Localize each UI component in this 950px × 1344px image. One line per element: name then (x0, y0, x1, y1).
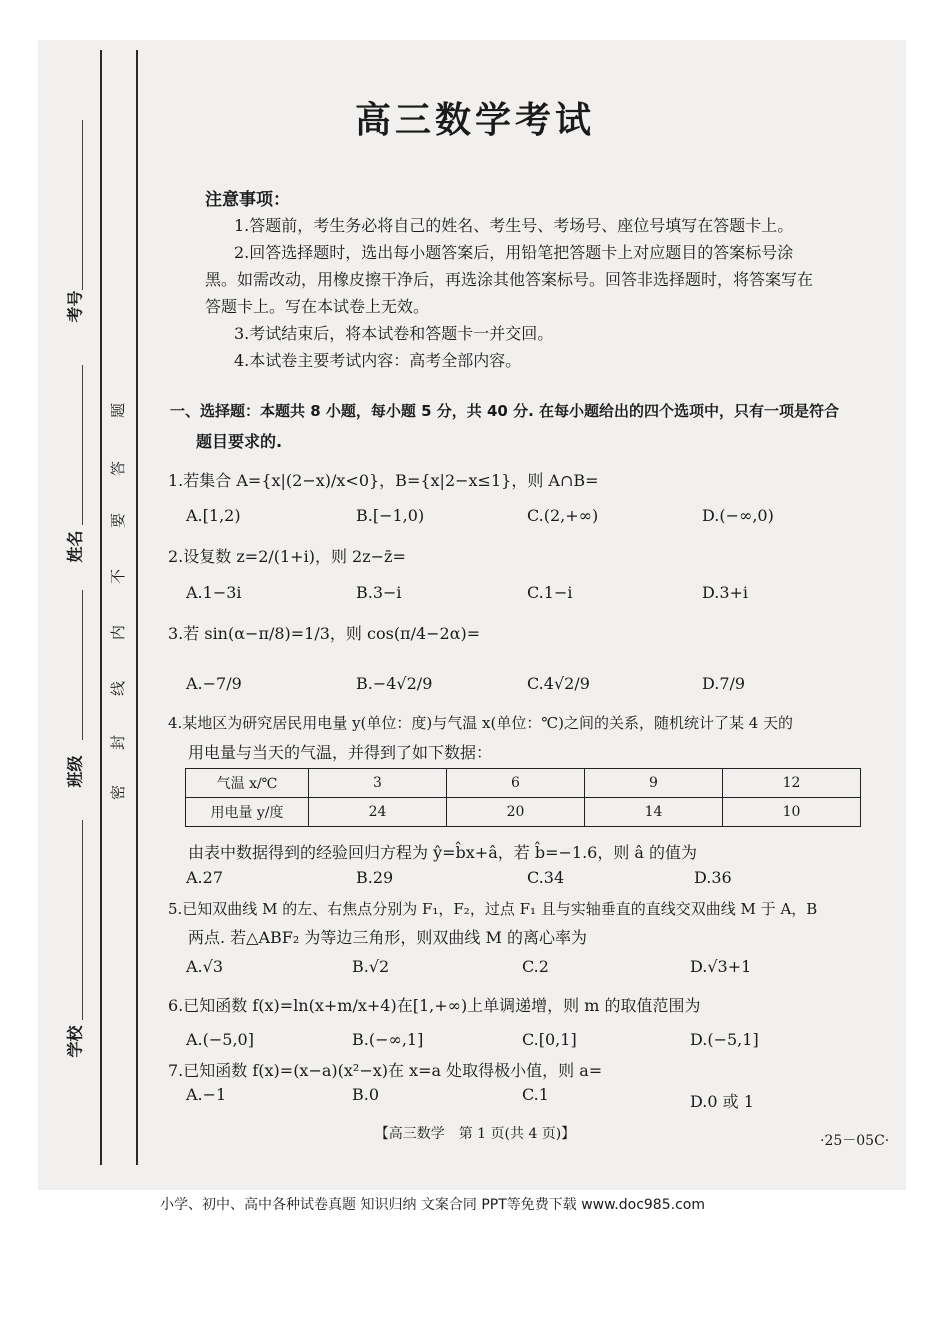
table-cell: 10 (723, 798, 861, 827)
question-7-option-b: B.0 (352, 1085, 380, 1104)
question-5-option-b: B.√2 (352, 957, 390, 976)
question-1-option-c: C.(2,+∞) (527, 506, 599, 525)
seal-char: 题 (109, 402, 128, 419)
table-cell: 24 (309, 798, 447, 827)
question-7-option-a: A.−1 (186, 1085, 227, 1104)
seal-char: 要 (109, 512, 128, 529)
class-blank (82, 590, 83, 740)
question-3-option-d: D.7/9 (702, 674, 746, 693)
question-2-option-d: D.3+i (702, 583, 749, 602)
question-5-option-a: A.√3 (186, 957, 224, 976)
name-blank (82, 365, 83, 525)
school-blank (82, 820, 83, 1020)
question-7-option-c: C.1 (522, 1085, 549, 1104)
table-cell: 20 (447, 798, 585, 827)
seal-char: 内 (109, 624, 128, 641)
name-label: 姓名 (65, 530, 85, 563)
question-4-stem-cont: 用电量与当天的气温，并得到了如下数据： (188, 743, 493, 762)
table-cell: 3 (309, 769, 447, 798)
question-4-option-a: A.27 (186, 868, 223, 887)
class-label: 班级 (65, 755, 85, 788)
question-6-stem: 6.已知函数 f(x)=ln(x+m/x+4)在[1,+∞)上单调递增，则 m 的取值范围为 (168, 996, 701, 1015)
exam-number-label: 考号 (65, 290, 85, 323)
page-footer: 【高三数学 第 1 页(共 4 页)】 (374, 1126, 576, 1142)
binding-line-outer (100, 50, 102, 1165)
notice-line: 答题卡上。写在本试卷上无效。 (205, 297, 430, 316)
question-6-option-c: C.[0,1] (522, 1030, 577, 1049)
notice-line: 1.答题前，考生务必将自己的姓名、考生号、考场号、座位号填写在答题卡上。 (234, 216, 794, 235)
question-6-option-a: A.(−5,0] (186, 1030, 254, 1049)
table-row-label: 气温 x/℃ (186, 769, 309, 798)
question-5-option-d: D.√3+1 (690, 957, 752, 976)
seal-char: 线 (109, 680, 128, 697)
question-2-option-a: A.1−3i (186, 583, 242, 602)
seal-char: 不 (109, 568, 128, 585)
question-3-stem: 3.若 sin(α−π/8)=1/3，则 cos(π/4−2α)= (168, 624, 481, 643)
seal-char: 答 (109, 460, 128, 477)
question-2-option-c: C.1−i (527, 583, 573, 602)
binding-line-inner (136, 50, 138, 1165)
question-3-option-c: C.4√2/9 (527, 674, 590, 693)
notice-line: 4.本试卷主要考试内容：高考全部内容。 (234, 351, 522, 370)
notice-line: 黑。如需改动，用橡皮擦干净后，再选涂其他答案标号。回答非选择题时，将答案写在 (205, 270, 814, 289)
question-4-stem-3: 由表中数据得到的经验回归方程为 ŷ=b̂x+â，若 b̂=−1.6，则 â 的值为 (188, 843, 698, 862)
question-6-option-b: B.(−∞,1] (352, 1030, 424, 1049)
notice-heading: 注意事项： (205, 190, 290, 210)
question-6-option-d: D.(−5,1] (690, 1030, 759, 1049)
seal-char: 密 (109, 784, 128, 801)
table-cell: 12 (723, 769, 861, 798)
exam-number-blank (82, 120, 83, 290)
question-5-option-c: C.2 (522, 957, 549, 976)
question-3-option-a: A.−7/9 (186, 674, 242, 693)
table-row (186, 769, 861, 798)
table-cell: 6 (447, 769, 585, 798)
data-table (185, 768, 861, 827)
question-5-stem-cont: 两点. 若△ABF₂ 为等边三角形，则双曲线 M 的离心率为 (188, 928, 587, 947)
question-4-option-d: D.36 (694, 868, 732, 887)
question-5-stem: 5.已知双曲线 M 的左、右焦点分别为 F₁，F₂，过点 F₁ 且与实轴垂直的直线交双曲线 M 于 A，B (168, 900, 818, 918)
question-1-option-b: B.[−1,0) (356, 506, 425, 525)
school-label: 学校 (65, 1025, 85, 1058)
question-2-option-b: B.3−i (356, 583, 402, 602)
seal-char: 封 (109, 734, 128, 751)
question-7-option-d: D.0 或 1 (690, 1092, 754, 1111)
question-1-option-a: A.[1,2) (186, 506, 241, 525)
question-1-option-d: D.(−∞,0) (702, 506, 774, 525)
section-heading-cont: 题目要求的. (196, 432, 283, 451)
question-7-stem: 7.已知函数 f(x)=(x−a)(x²−x)在 x=a 处取得极小值，则 a= (168, 1061, 603, 1080)
table-row-label: 用电量 y/度 (186, 798, 309, 827)
table-cell: 9 (585, 769, 723, 798)
notice-line: 2.回答选择题时，选出每小题答案后，用铅笔把答题卡上对应题目的答案标号涂 (234, 243, 794, 262)
table-row (186, 798, 861, 827)
notice-line: 3.考试结束后，将本试卷和答题卡一并交回。 (234, 324, 554, 343)
question-1-stem: 1.若集合 A={x|(2−x)/x<0}，B={x|2−x≤1}，则 A∩B= (168, 471, 599, 490)
question-4-stem: 4.某地区为研究居民用电量 y(单位：度)与气温 x(单位：℃)之间的关系，随机统计了某 4 天的 (168, 714, 794, 732)
question-4-option-c: C.34 (527, 868, 565, 887)
table-cell: 14 (585, 798, 723, 827)
section-heading: 一、选择题：本题共 8 小题，每小题 5 分，共 40 分. 在每小题给出的四个选项中，只有一项是符合 (170, 402, 840, 420)
question-2-stem: 2.设复数 z=2/(1+i)，则 2z−z̄= (168, 547, 406, 566)
question-4-option-b: B.29 (356, 868, 394, 887)
website-banner: 小学、初中、高中各种试卷真题 知识归纳 文案合同 PPT等免费下载 www.doc985.com (160, 1197, 705, 1213)
exam-title: 高三数学考试 (354, 100, 595, 141)
question-3-option-b: B.−4√2/9 (356, 674, 433, 693)
paper-code: ·25－05C· (820, 1133, 890, 1149)
